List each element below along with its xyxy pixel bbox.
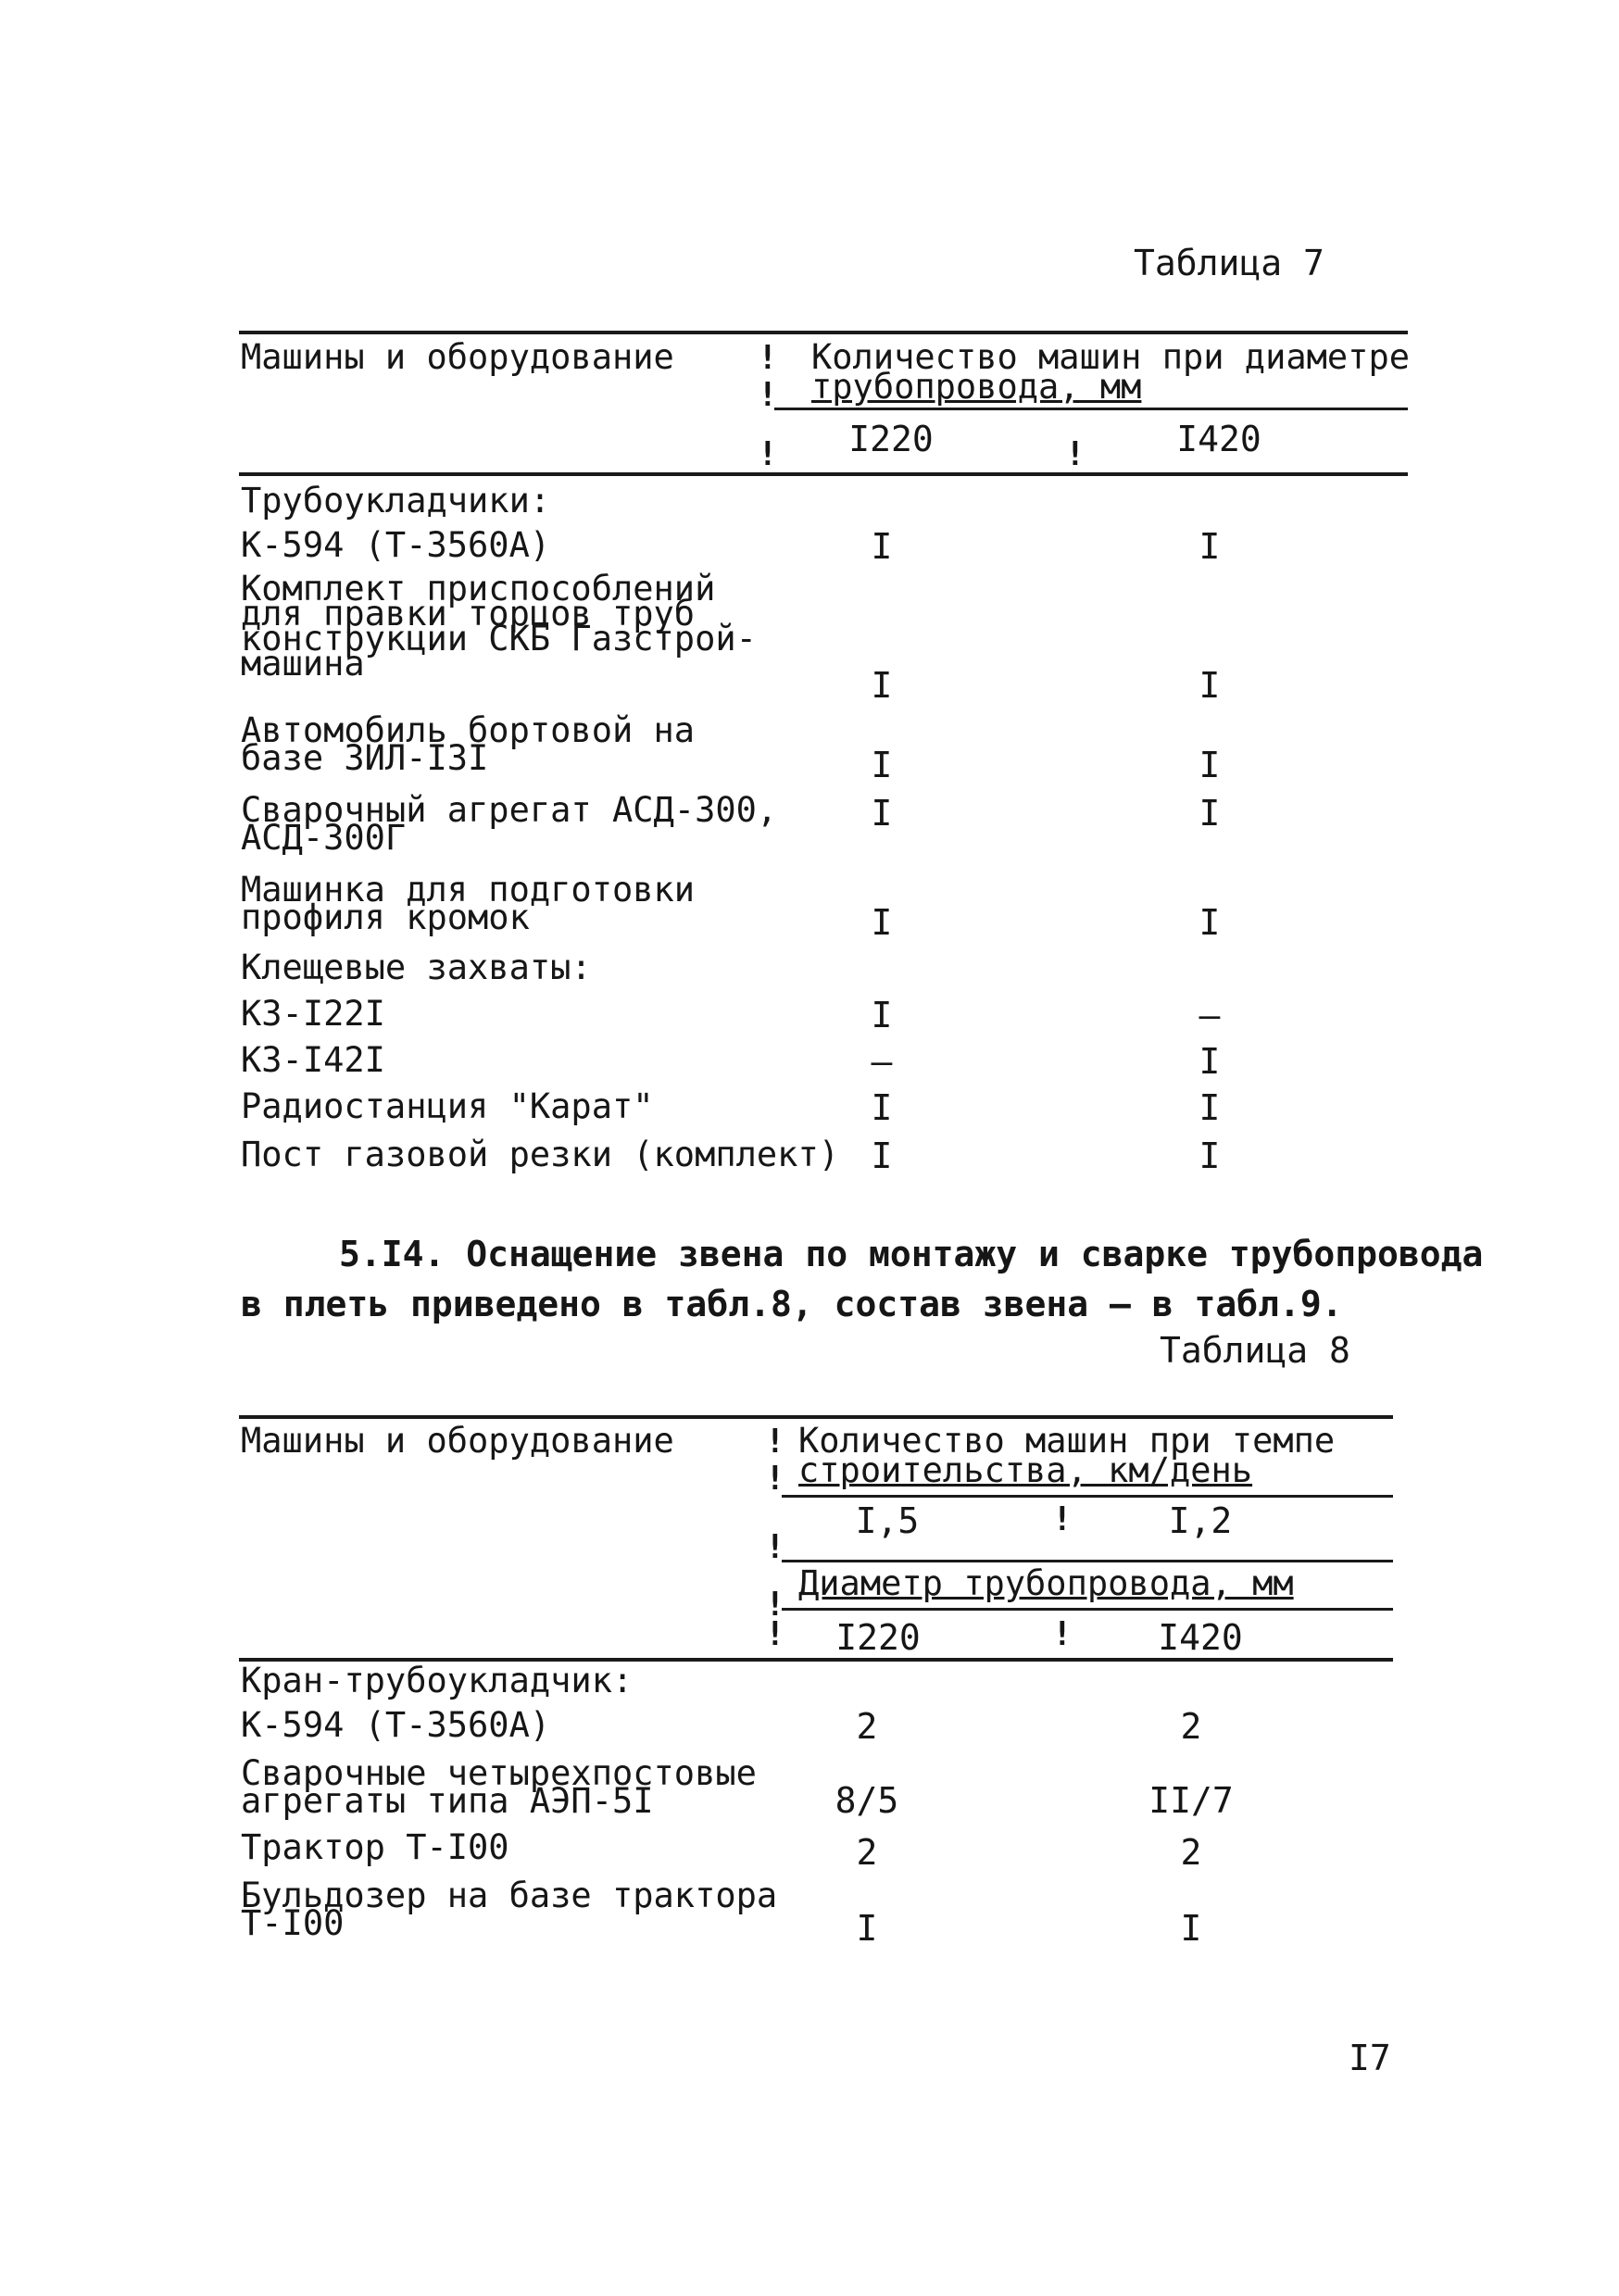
table8-diameter-rule	[782, 1608, 1393, 1611]
table8-caption: Таблица 8	[1160, 1330, 1350, 1371]
table7-row-value: I	[1199, 793, 1221, 834]
table8-separator: !	[765, 1528, 785, 1566]
table8-row-value: 2	[1180, 1832, 1202, 1873]
table7-row-label: Пост газовой резки (комплект)	[241, 1135, 840, 1174]
table8-separator: !	[765, 1423, 785, 1461]
table8-separator: !	[1052, 1500, 1073, 1538]
table7-row-label: КЗ-I42I	[241, 1040, 385, 1080]
page-number: I7	[1349, 2038, 1391, 2078]
table7-row-label: Машинка для подготовки профиля кромок	[241, 870, 696, 937]
table8-separator: !	[765, 1586, 785, 1624]
table8-row-value: 2	[856, 1706, 878, 1747]
table7-separator: !	[758, 376, 778, 414]
paragraph-line2: в плеть приведено в табл.8, состав звена – в табл.9.	[241, 1284, 1343, 1324]
table8-separator: !	[765, 1615, 785, 1653]
table7-top-rule	[239, 331, 1408, 334]
table7-header-group-line1: Количество машин при диаметре	[811, 337, 1411, 377]
table7-header-machines: Машины и оборудование	[241, 337, 674, 377]
table8-header-machines: Машины и оборудование	[241, 1421, 674, 1461]
table7-row-label: К-594 (Т-3560А)	[241, 525, 551, 565]
table8-row-label: Бульдозер на базе трактора Т-I00	[241, 1876, 778, 1943]
table8-row-value: II/7	[1148, 1780, 1234, 1821]
table8-row-value: 8/5	[835, 1780, 899, 1821]
table7-header-group-line2: трубопровода, мм	[811, 367, 1142, 407]
table8-group-rule	[782, 1495, 1393, 1498]
table7-row-value: I	[1199, 745, 1221, 785]
table7-separator: !	[758, 435, 778, 473]
table7-row-value: I	[1199, 1087, 1221, 1128]
table7-row-label: Автомобиль бортовой на базе ЗИЛ-I3I	[241, 710, 696, 778]
table8-top-rule	[239, 1415, 1393, 1419]
table7-group-rule	[774, 408, 1408, 410]
table8-tempo-2: I,2	[1168, 1500, 1233, 1541]
table8-row-value: 2	[1180, 1706, 1202, 1747]
table7-separator: !	[758, 339, 778, 377]
table7-row-label: Радиостанция "Карат"	[241, 1086, 654, 1126]
table8-subcol-1220: I220	[835, 1617, 921, 1658]
table8-subcol-1420: I420	[1158, 1617, 1243, 1658]
table8-row-value: 2	[856, 1832, 878, 1873]
table7-row-label: КЗ-I22I	[241, 994, 385, 1034]
table8-row-label: Кран-трубоукладчик:	[241, 1661, 634, 1700]
table7-row-value: I	[871, 1135, 893, 1176]
table7-row-value: I	[1199, 902, 1221, 943]
table7-row-label: Сварочный агрегат АСД-300, АСД-300Г	[241, 790, 778, 858]
table7-row-value: I	[1199, 526, 1221, 567]
table7-row-label: Комплект приспособлений для правки торцов труб конструкции СКБ Газстрой- машина	[241, 569, 757, 684]
table7-subcol-1420: I420	[1176, 419, 1261, 459]
table8-separator: !	[765, 1460, 785, 1498]
table7-row-value: I	[871, 526, 893, 567]
table7-separator: !	[1065, 435, 1086, 473]
table7-row-value: I	[871, 1087, 893, 1128]
table8-header-group-line1: Количество машин при темпе	[798, 1421, 1336, 1461]
table7-row-value: I	[871, 793, 893, 834]
table8-row-label: Сварочные четырехпостовые агрегаты типа АЭП-5I	[241, 1753, 757, 1821]
table7-subcol-1220: I220	[848, 419, 934, 459]
table8-row-value: I	[856, 1908, 878, 1949]
table7-row-value: –	[871, 1041, 893, 1082]
table7-row-value: I	[871, 995, 893, 1035]
table7-row-label: Трубоукладчики:	[241, 481, 551, 521]
table8-separator: !	[1052, 1615, 1073, 1653]
table8-row-label: К-594 (Т-3560А)	[241, 1705, 551, 1745]
table8-tempo-rule	[782, 1560, 1393, 1562]
table7-row-value: –	[1199, 995, 1221, 1035]
paragraph-line1: 5.I4. Оснащение звена по монтажу и сварке трубопровода	[339, 1234, 1484, 1274]
table7-header-bottom-rule	[239, 472, 1408, 476]
table7-row-label: Клещевые захваты:	[241, 947, 592, 987]
table7-caption: Таблица 7	[1134, 243, 1324, 283]
table8-tempo-1: I,5	[855, 1500, 920, 1541]
table8-header-group-line2: строительства, км/день	[798, 1450, 1253, 1490]
table8-row-label: Трактор Т-I00	[241, 1827, 509, 1867]
table8-row-value: I	[1180, 1908, 1202, 1949]
table7-row-value: I	[1199, 665, 1221, 706]
table7-row-value: I	[871, 902, 893, 943]
table7-row-value: I	[1199, 1041, 1221, 1082]
table8-diameter-header: Диаметр трубопровода, мм	[798, 1563, 1294, 1603]
table7-row-value: I	[871, 665, 893, 706]
table7-row-value: I	[1199, 1135, 1221, 1176]
table7-row-value: I	[871, 745, 893, 785]
